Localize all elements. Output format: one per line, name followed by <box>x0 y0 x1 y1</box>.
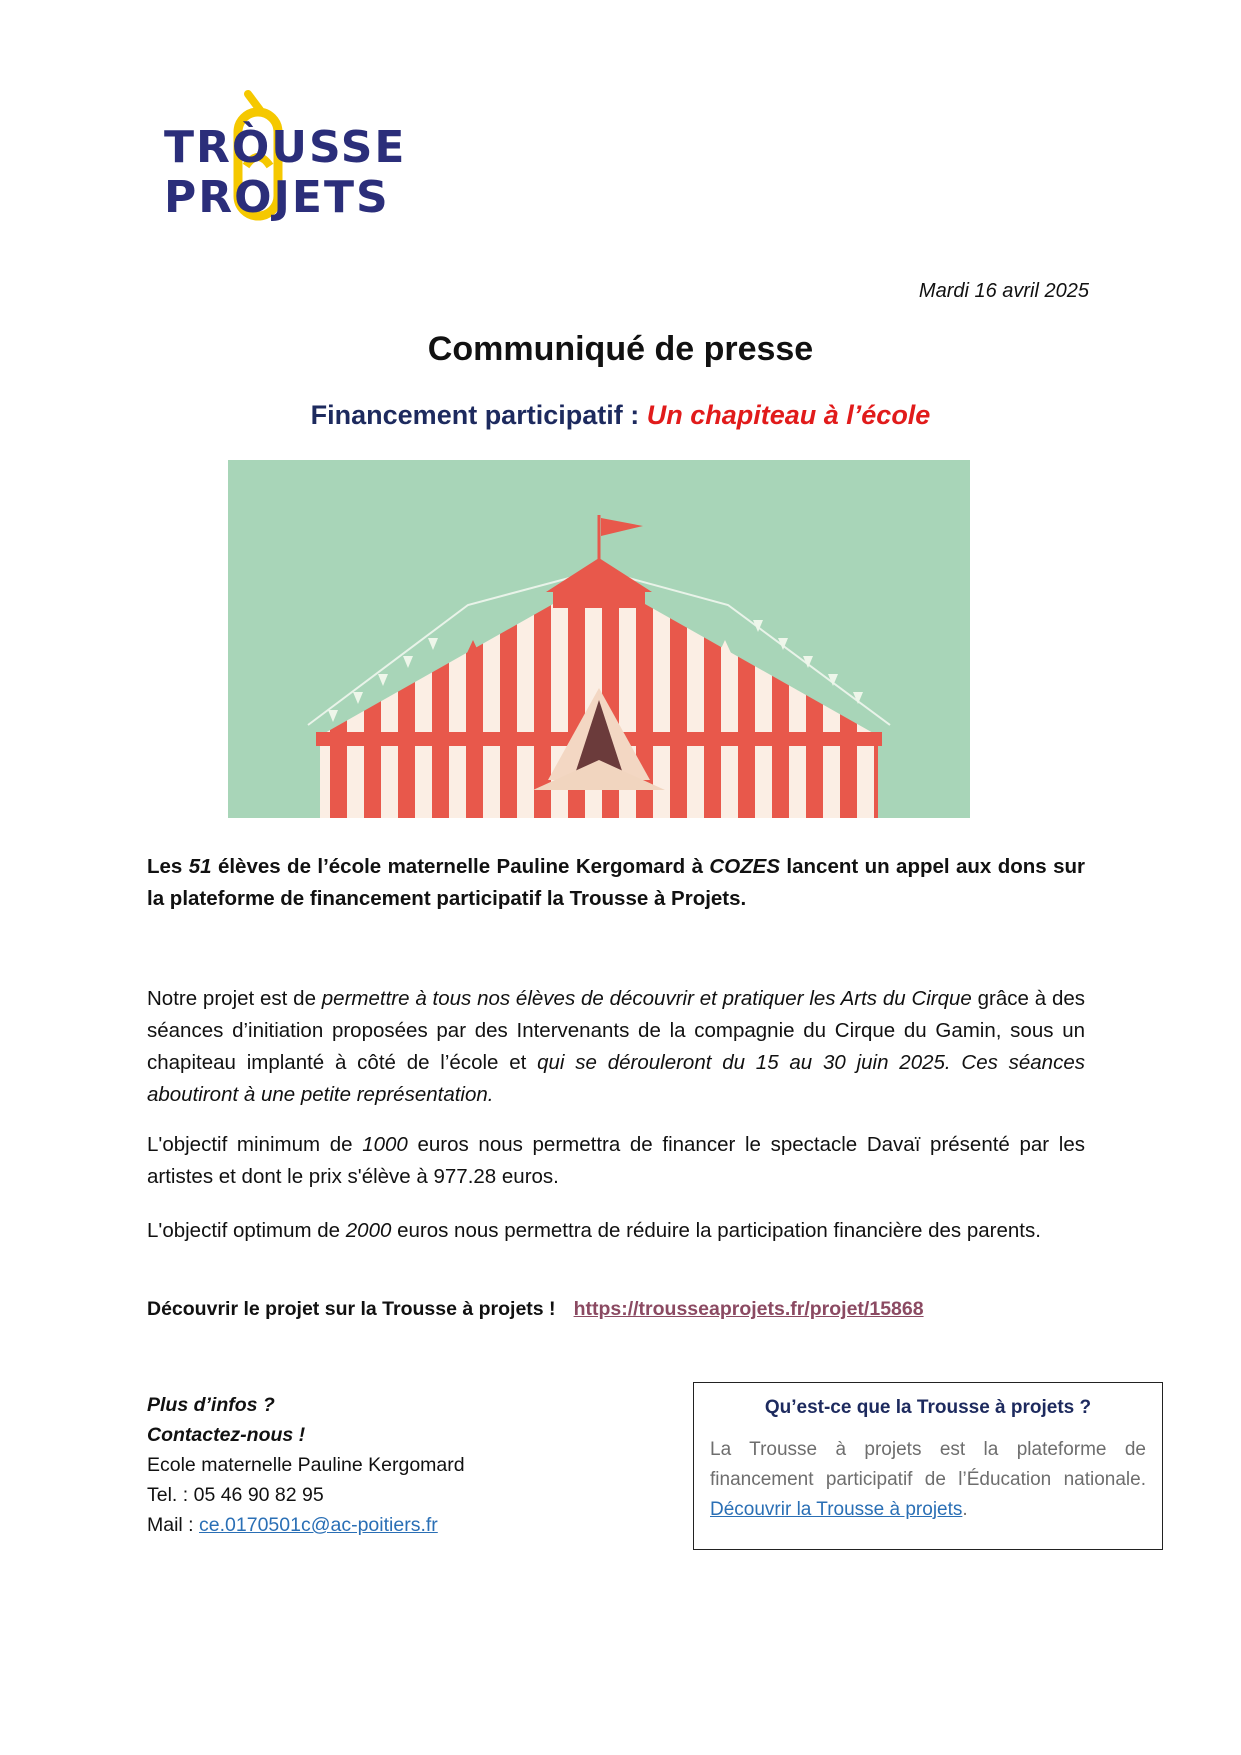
minimum-amount: 1000 <box>362 1133 408 1156</box>
mail-label: Mail : <box>147 1514 200 1536</box>
school-name: Ecole maternelle Pauline Kergomard <box>147 1454 465 1476</box>
lead-text: Les <box>147 855 189 878</box>
paragraph-text: euros nous permettra de réduire la participation financière des parents. <box>391 1219 1041 1242</box>
contact-block <box>147 1390 465 1540</box>
circus-tent-illustration <box>228 460 970 818</box>
cta-label: Découvrir le projet sur la Trousse à projets ! <box>147 1298 556 1320</box>
paragraph-text: L'objectif optimum de <box>147 1219 346 1242</box>
info-box-title: Qu’est-ce que la Trousse à projets ? <box>764 1397 1092 1418</box>
trousse-a-projets-logo <box>162 88 407 228</box>
info-box-text <box>710 1435 1146 1525</box>
paragraph-emphasis: qui se dérouleront du 15 au 30 juin 2025. Ces séances aboutiront à une petite représentation. <box>147 1051 1085 1106</box>
minimum-goal-paragraph <box>147 1129 1085 1193</box>
page-title: Communiqué de presse <box>427 330 814 368</box>
subtitle-highlight: Un chapiteau à l’école <box>646 400 931 430</box>
about-info-box <box>693 1382 1163 1550</box>
paragraph-text: Notre projet est de <box>147 987 322 1010</box>
student-count: 51 <box>188 855 212 878</box>
phone-number: Tel. : 05 46 90 82 95 <box>147 1484 324 1506</box>
project-paragraph <box>147 983 1085 1111</box>
contact-heading: Plus d’infos ? <box>147 1394 275 1416</box>
mail-link[interactable]: ce.0170501c@ac-poitiers.fr <box>199 1514 438 1536</box>
press-date: Mardi 16 avril 2025 <box>918 280 1089 302</box>
paragraph-text: L'objectif minimum de <box>147 1133 363 1156</box>
lead-paragraph <box>147 851 1085 915</box>
lead-text: élèves de l’école maternelle Pauline Kergomard à <box>211 855 710 878</box>
mail-line <box>147 1510 465 1540</box>
paragraph-text: euros nous permettra de financer le spectacle Davaï présenté par les artistes et dont le prix s'élève à 977.28 euros. <box>147 1133 1085 1188</box>
info-text-end: . <box>962 1499 968 1520</box>
logo-line-1: TRÒUSSE <box>164 122 407 173</box>
paragraph-emphasis: permettre à tous nos élèves de découvrir et pratiquer les Arts du Cirque <box>321 987 972 1010</box>
town-name: COZES <box>709 855 781 878</box>
project-link[interactable]: https://trousseaprojets.fr/projet/15868 <box>573 1298 924 1320</box>
discover-link[interactable]: Découvrir la Trousse à projets <box>710 1499 963 1520</box>
optimum-amount: 2000 <box>345 1219 392 1242</box>
page-subtitle <box>0 400 1241 431</box>
logo-line-2: PROJETS <box>164 172 390 223</box>
lead-text: lancent un appel aux dons sur la plateforme de financement participatif la Trousse à Projets. <box>147 855 1085 910</box>
contact-subheading: Contactez-nous ! <box>147 1424 306 1446</box>
optimum-goal-paragraph <box>147 1215 1085 1247</box>
subtitle-prefix: Financement participatif : <box>310 400 640 430</box>
paragraph-text: grâce à des séances d’initiation proposées par des Intervenants de la compagnie du Cirque du Gamin, sous un chapiteau implanté à côté de l’école et <box>147 987 1085 1074</box>
project-call-to-action <box>147 1293 1085 1325</box>
info-text: La Trousse à projets est la plateforme de financement participatif de l’Éducation nationale. <box>710 1439 1146 1490</box>
